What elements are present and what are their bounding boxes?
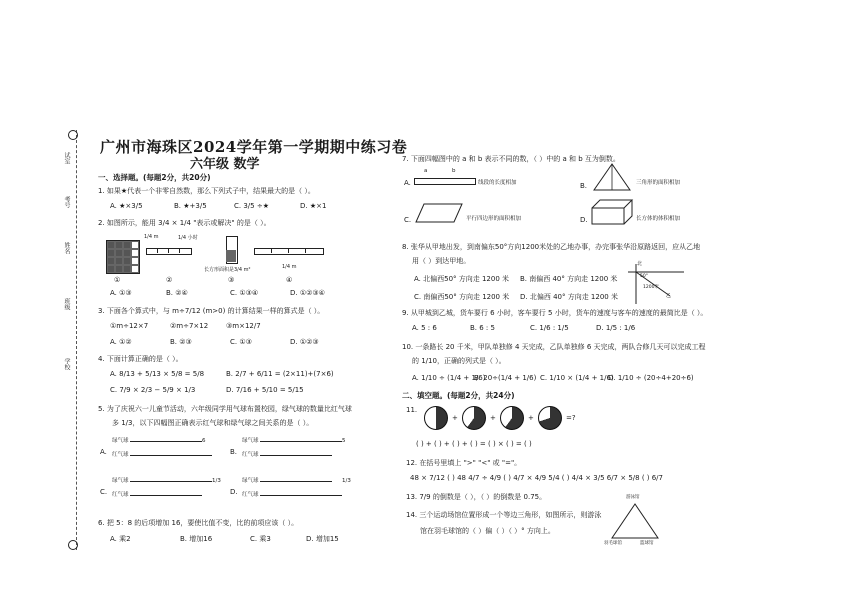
q5-b-k: 5 (342, 438, 346, 444)
q2-opt-b: B. ②④ (166, 289, 188, 297)
q5-d-green-line (260, 481, 332, 482)
q4-opt-c: C. 7/9 × 2/3 − 5/9 × 1/3 (110, 386, 196, 394)
q2-label-1: 1/4 m (144, 234, 159, 240)
binding-label: 班级 (63, 298, 70, 310)
q3-opt-d: D. ①②③ (290, 338, 319, 346)
q10-opt-d: D. 1/10 ÷ (20÷4+20÷6) (608, 374, 694, 382)
q5-c-k: 1/3 (212, 478, 221, 484)
binding-hole (68, 540, 78, 550)
q2-num-2: ② (166, 276, 173, 284)
section2-heading: 二、填空题。(每题2分，共24分) (402, 391, 515, 400)
q9-opt-d: D. 1/5 : 1/6 (596, 324, 636, 332)
q3-item-1: ①m÷12×7 (110, 322, 149, 330)
q10-opt-a: A. 1/10 ÷ (1/4 + 1/6) (412, 374, 486, 382)
q9-opt-b: B. 6 : 5 (470, 324, 495, 332)
q7-opt-c: C. (404, 216, 412, 224)
q5-d-red: 红气球 (242, 492, 259, 498)
q5-a-red-line (130, 455, 212, 456)
q8-fig-north: 北 (637, 261, 643, 267)
q2-label-2: 1/4 小时 (178, 235, 198, 241)
q5-b-green-line (260, 441, 342, 442)
q5-text: 5. 为了庆祝六一儿童节活动，六年级同学用气球布置校园，绿气球的数量比红气球 (98, 405, 352, 413)
q3-opt-c: C. ①③ (230, 338, 252, 346)
q8-opt-a: A. 北偏西50° 方向走 1200 米 (414, 275, 510, 283)
q7-a-label: 线段的长度相加 (478, 180, 517, 186)
q8-text-2: 用（ ）到达甲地。 (412, 257, 471, 265)
q8-fig-yi: 乙 (666, 293, 672, 299)
q4-opt-b: B. 2/7 + 6/11 = (2×11)+(7×6) (226, 370, 334, 378)
q7-b-triangle (592, 162, 632, 192)
q3-item-3: ③m×12/7 (226, 322, 261, 330)
q7-opt-b: B. (580, 182, 588, 190)
q2-figure-segment (146, 240, 192, 260)
section1-heading: 一、选择题。(每题2分，共20分) (98, 173, 211, 182)
q5-d-green: 绿气球 (242, 478, 259, 484)
q7-a-a: a (424, 168, 428, 174)
q8-fig-angle: 50° (640, 274, 648, 279)
q7-d-label: 长方体的体积相加 (636, 216, 681, 222)
q2-opt-a: A. ①③ (110, 289, 132, 297)
q5-opt-b: B. (230, 448, 238, 456)
q1-text: 1. 如果★代表一个非零自然数，那么下列式子中，结果最大的是（ ）。 (98, 187, 315, 195)
q6-opt-d: D. 增加15 (306, 535, 339, 543)
q1-opt-a: A. ★×3/5 (110, 202, 143, 210)
q10-opt-b: B. 20÷(1/4 + 1/6) (474, 374, 537, 382)
binding-label: 学校 (63, 358, 70, 370)
q1-opt-d: D. ★×1 (300, 202, 327, 210)
q7-c-label: 平行四边形的面积相加 (466, 216, 522, 222)
q2-figure-grid (106, 240, 140, 274)
q11-op-3: + (528, 414, 534, 422)
exam-subtitle: 六年级 数学 (190, 157, 260, 172)
q9-text: 9. 从甲城到乙城，货车要行 6 小时，客车要行 5 小时，货车的速度与客车的速度的最简比是（ ）。 (402, 309, 708, 317)
rect-fill (226, 250, 236, 262)
tick (168, 248, 169, 253)
q7-text: 7. 下面四幅图中的 a 和 b 表示不同的数，（ ）中的 a 和 b 互为倒数。 (402, 155, 620, 163)
q14-fig-swim: 游泳馆 (626, 495, 640, 500)
q11-pie-1 (424, 406, 448, 430)
q7-opt-d: D. (580, 216, 588, 224)
q5-d-red-line (260, 495, 342, 496)
q7-opt-a: A. (404, 179, 411, 187)
q5-d-k: 1/3 (342, 478, 351, 484)
q2-num-3: ③ (228, 276, 235, 284)
q6-opt-b: B. 增加16 (180, 535, 213, 543)
q8-text: 8. 张华从甲地出发，到南偏东50°方向1200米处的乙地办事，办完事张华沿原路返回，应从乙地 (402, 243, 701, 251)
q7-b-label: 三角形的面积相加 (636, 180, 681, 186)
q13-text: 13. 7/9 的倒数是（ ），（ ）的倒数是 0.75。 (406, 493, 547, 501)
q5-b-red: 红气球 (242, 452, 259, 458)
q2-num-1: ① (114, 276, 121, 284)
q1-opt-b: B. ★+3/5 (174, 202, 207, 210)
q8-fig-dist: 1200米 (643, 285, 659, 290)
q14-triangle-figure (608, 498, 662, 544)
q2-figure-rect (218, 236, 248, 264)
q14-text-2: 馆在羽毛球馆的（ ）偏（ ）（ ）° 方向上。 (420, 527, 555, 535)
q2-label-3: 长方形面积是3/4 m² (204, 267, 251, 273)
tick (271, 248, 272, 253)
q14-fig-basketball: 篮球馆 (640, 541, 654, 546)
q11-answer-row: ( ) + ( ) + ( ) + ( ) = ( ) × ( ) = ( ) (416, 440, 532, 448)
q5-b-red-line (260, 455, 332, 456)
q11-label: 11. (406, 406, 418, 414)
q4-opt-a: A. 8/13 + 5/13 × 5/8 = 5/8 (110, 370, 205, 378)
q12-text: 12. 在括号里填上 ">" "<" 或 "="。 (406, 459, 522, 467)
q11-pie-3 (500, 406, 524, 430)
q4-opt-d: D. 7/16 + 5/10 = 5/15 (226, 386, 304, 394)
q1-opt-c: C. 3/5 ÷★ (234, 202, 269, 210)
q2-opt-c: C. ①③④ (230, 289, 259, 297)
q5-c-red-line (130, 495, 202, 496)
q7-c-parallelogram (414, 202, 464, 224)
q3-opt-b: B. ②③ (170, 338, 192, 346)
q5-a-green-line (130, 441, 202, 442)
q2-num-4: ④ (286, 276, 293, 284)
q14-fig-badminton: 羽毛球馆 (604, 541, 622, 546)
q5-c-green-line (130, 481, 212, 482)
q10-opt-c: C. 1/10 × (1/4 + 1/6) (540, 374, 614, 382)
q11-pie-2 (462, 406, 486, 430)
q9-opt-c: C. 1/6 : 1/5 (530, 324, 569, 332)
q8-opt-b: B. 南偏西 40° 方向走 1200 米 (520, 275, 618, 283)
segment-bar (146, 248, 192, 255)
binding-label: 试室 (63, 152, 70, 164)
binding-strip (62, 130, 92, 550)
q6-opt-c: C. 乘3 (250, 535, 271, 543)
tick (288, 248, 289, 253)
q2-figure-segment2 (254, 244, 324, 264)
q5-b-green: 绿气球 (242, 438, 259, 444)
q12-row: 48 × 7/12 ( ) 48 4/7 ÷ 4/9 ( ) 4/7 × 4/9 5/4 ( ) 4/4 × 3/5 6/7 × 5/8 ( ) 6/7 (410, 474, 663, 482)
q11-pie-4 (538, 406, 562, 430)
q5-figures (100, 436, 360, 526)
q5-a-green: 绿气球 (112, 438, 129, 444)
q10-text-2: 的 1/10，正确的列式是（ ）。 (412, 357, 506, 365)
q11-op-1: + (452, 414, 458, 422)
binding-hole (68, 130, 78, 140)
q2-text: 2. 如图所示，能用 3/4 × 1/4 "表示或解决" 的是（ ）。 (98, 219, 271, 227)
segment-bar (254, 248, 324, 255)
q3-text: 3. 下面各个算式中，与 m÷7/12 (m>0) 的计算结果一样的算式是（ ）。 (98, 307, 325, 315)
q2-opt-d: D. ①②③④ (290, 289, 325, 297)
q10-text: 10. 一条路长 20 千米，甲队单独修 4 天完成，乙队单独修 6 天完成，两队合修几天可以完成工程 (402, 343, 706, 351)
binding-label: 考号 (63, 196, 70, 208)
q3-item-2: ②m÷7×12 (170, 322, 209, 330)
q5-opt-c: C. (100, 488, 108, 496)
tick (157, 248, 158, 253)
q3-opt-a: A. ①② (110, 338, 132, 346)
q5-opt-a: A. (100, 448, 107, 456)
q9-opt-a: A. 5 : 6 (412, 324, 437, 332)
q4-text: 4. 下面计算正确的是（ ）。 (98, 355, 183, 363)
q5-text-2: 多 1/3，以下四幅图正确表示红气球和绿气球之间关系的是（ ）。 (112, 419, 314, 427)
q14-text: 14. 三个运动场馆位置形成一个等边三角形，如图所示，则游泳 (406, 511, 602, 519)
q5-opt-d: D. (230, 488, 238, 496)
q6-text: 6. 把 5：8 的后项增加 16，要使比值不变，比的前项应该（ ）。 (98, 519, 299, 527)
q7-d-cuboid (590, 198, 634, 226)
tick (179, 248, 180, 253)
q8-opt-c: C. 南偏西50° 方向走 1200 米 (414, 293, 510, 301)
q5-c-red: 红气球 (112, 492, 129, 498)
q6-opt-a: A. 乘2 (110, 535, 131, 543)
q11-op-2: + (490, 414, 496, 422)
q5-a-k: 6 (202, 438, 206, 444)
binding-label: 姓名 (63, 242, 70, 254)
binding-line (76, 130, 77, 550)
q7-a-bar (414, 178, 476, 185)
q2-label-4: 1/4 m (282, 264, 297, 270)
q5-c-green: 绿气球 (112, 478, 129, 484)
exam-title: 广州市海珠区2024学年第一学期期中练习卷 (100, 138, 408, 156)
q8-opt-d: D. 北偏西 40° 方向走 1200 米 (520, 293, 618, 301)
q5-a-red: 红气球 (112, 452, 129, 458)
q11-op-4: =? (566, 414, 576, 422)
tick (305, 248, 306, 253)
q7-a-b: b (452, 168, 456, 174)
